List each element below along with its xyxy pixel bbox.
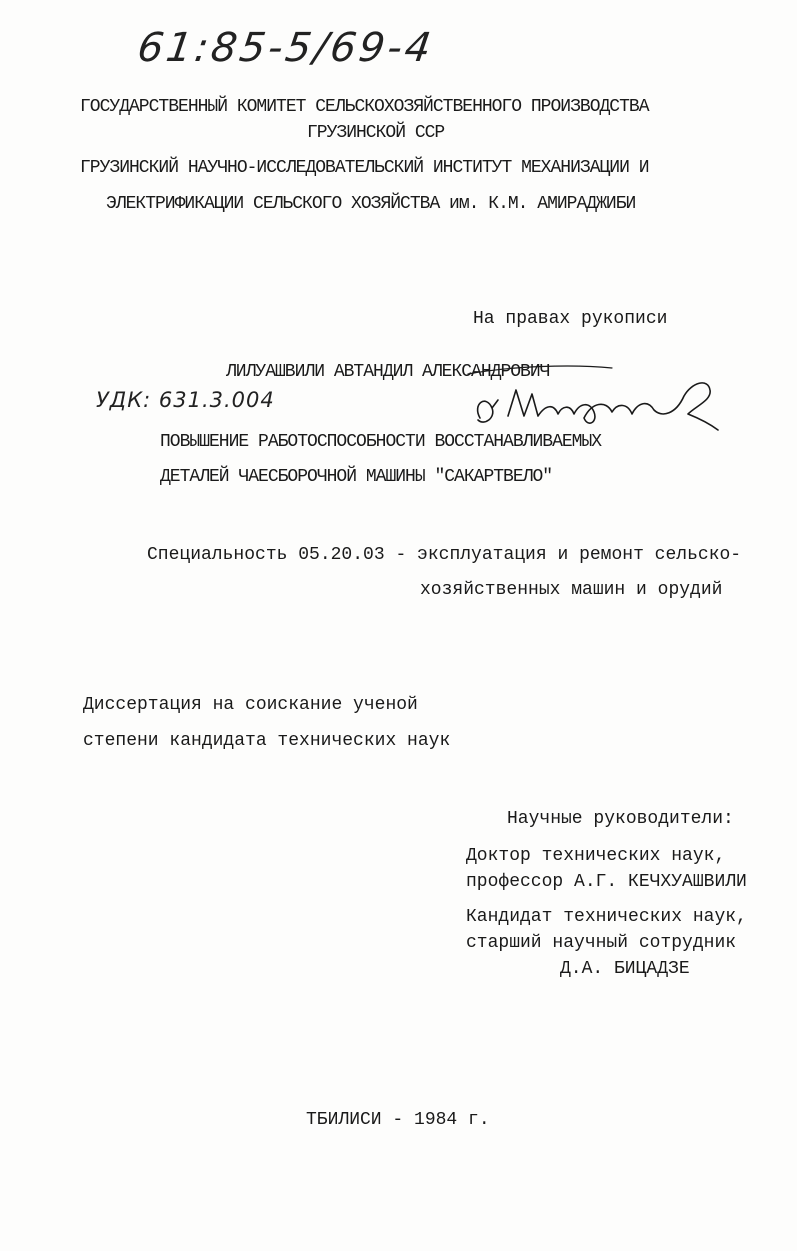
supervisor-2-position: старший научный сотрудник — [466, 933, 737, 953]
specialty-line-1: Специальность 05.20.03 - эксплуатация и ремонт сельско- — [147, 545, 742, 565]
dissertation-line-2: степени кандидата технических наук — [83, 731, 451, 751]
dissertation-line-1: Диссертация на соискание ученой — [83, 695, 418, 715]
thesis-title-line-1: ПОВЫШЕНИЕ РАБОТОСПОСОБНОСТИ ВОССТАНАВЛИВАЕМЫХ — [160, 432, 602, 452]
institute-line-2: ЭЛЕКТРИФИКАЦИИ СЕЛЬСКОГО ХОЗЯЙСТВА им. К.М. АМИРАДЖИБИ — [106, 194, 636, 214]
author-name: ЛИЛУАШВИЛИ АВТАНДИЛ АЛЕКСАНДРОВИЧ — [226, 362, 550, 382]
supervisor-2-degree: Кандидат технических наук, — [466, 907, 747, 927]
thesis-title-line-2: ДЕТАЛЕЙ ЧАЕСБОРОЧНОЙ МАШИНЫ "САКАРТВЕЛО" — [160, 467, 553, 487]
specialty-line-2: хозяйственных машин и орудий — [420, 580, 723, 600]
supervisor-1-name: профессор А.Г. КЕЧХУАШВИЛИ — [466, 872, 747, 892]
institute-line-1: ГРУЗИНСКИЙ НАУЧНО-ИССЛЕДОВАТЕЛЬСКИЙ ИНСТИТУТ МЕХАНИЗАЦИИ И — [80, 158, 649, 178]
committee-line-1: ГОСУДАРСТВЕННЫЙ КОМИТЕТ СЕЛЬСКОХОЗЯЙСТВЕННОГО ПРОИЗВОДСТВА — [80, 97, 649, 117]
handwritten-udk: УДК: 631.3.004 — [96, 388, 275, 412]
committee-line-2: ГРУЗИНСКОЙ ССР — [307, 123, 445, 143]
city-year: ТБИЛИСИ - 1984 г. — [306, 1110, 490, 1130]
supervisor-1-degree: Доктор технических наук, — [466, 846, 726, 866]
author-signature — [462, 360, 722, 440]
manuscript-rights-note: На правах рукописи — [473, 309, 668, 329]
supervisor-2-name: Д.А. БИЦАДЗЕ — [560, 959, 690, 979]
handwritten-archive-number: 61:85-5/69-4 — [134, 25, 437, 71]
supervisors-heading: Научные руководители: — [507, 809, 734, 829]
